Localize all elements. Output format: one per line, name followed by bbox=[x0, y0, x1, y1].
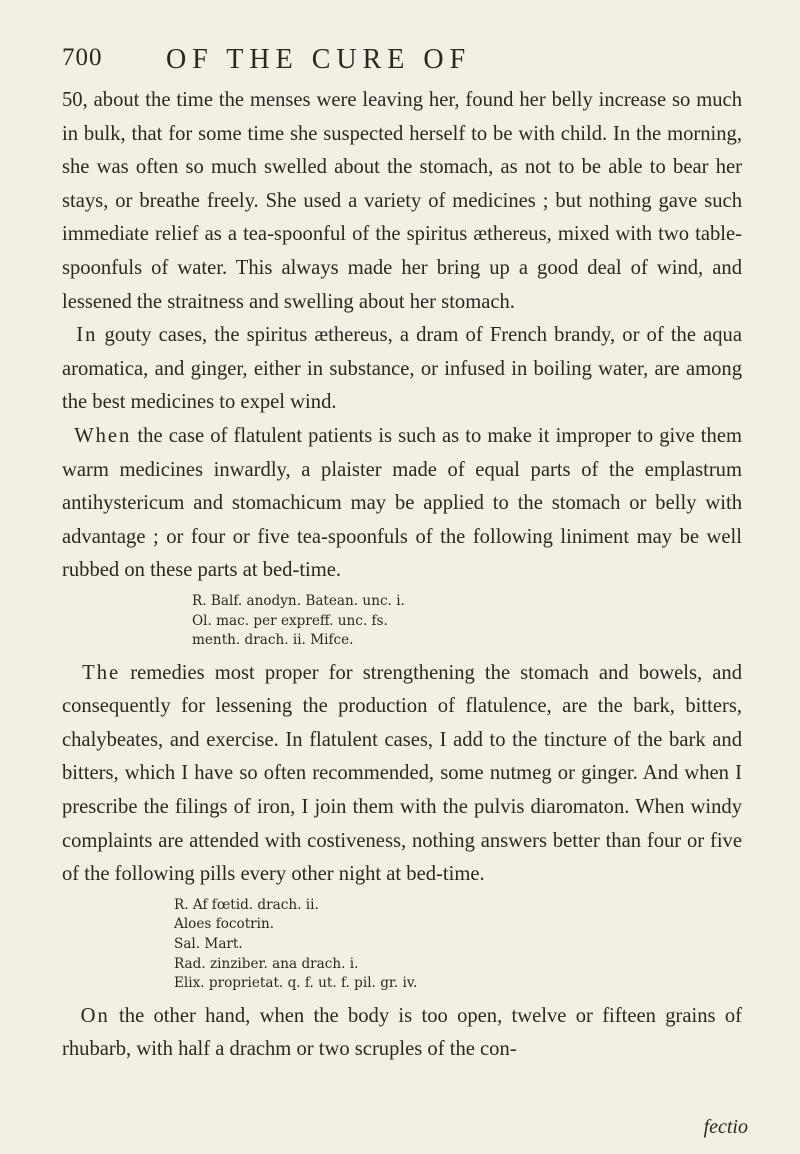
prescription-pills bbox=[174, 896, 742, 994]
recipe-line: Aloes focotrin. bbox=[174, 916, 275, 933]
paragraph-3-lead: When bbox=[74, 424, 132, 447]
paragraph-5-lead: On bbox=[80, 1004, 110, 1027]
paragraph-2-lead: In bbox=[76, 324, 98, 347]
paragraph-3: When the case of flatulent patients is such as to make it improper to give them warm medicines inwardly, a plaister made of equal parts of the emplastrum antihystericum and stomachicum may be applied to the stomach or belly with advantage ; or four or five tea-spoonfuls of the following liniment may be well rubbed on these parts at bed-time. bbox=[62, 424, 742, 582]
prescription-liniment bbox=[192, 592, 742, 651]
recipe-line: R. Af fœtid. drach. ii. bbox=[174, 896, 319, 913]
recipe-line: Rad. zinziber. ana drach. i. bbox=[174, 955, 359, 972]
paragraph-4: The remedies most proper for strengthening the stomach and bowels, and consequently for lessening the production of flatulence, are the bark, bitters, chalybeates, and exercise. In flatulent cases, I add to the tincture of the bark and bitters, which I have so often recommended, some nutmeg or ginger. And when I prescribe the filings of iron, I join them with the pulvis diaromaton. When windy complaints are attended with costiveness, nothing answers better than four or five of the following pills every other night at bed-time. bbox=[62, 661, 742, 886]
paragraph-1: 50, about the time the menses were leaving her, found her belly increase so much in bulk, that for some time she suspected herself to be with child. In the morning, she was often so much swelled about the stomach, as not to be able to bear her stays, or breathe freely. She used a variety of medicines ; but nothing gave such immediate relief as a tea-spoonful of the spiritus æthereus, mixed with two table-spoonfuls of water. This always made her bring up a good deal of wind, and lessened the straitness and swelling about her stomach. bbox=[62, 89, 742, 313]
recipe-line: Sal. Mart. bbox=[174, 936, 243, 953]
recipe-line: Ol. mac. per expreff. unc. fs. bbox=[192, 612, 388, 629]
recipe-line: menth. drach. ii. Mifce. bbox=[192, 632, 354, 649]
recipe-line: R. Balf. anodyn. Batean. unc. i. bbox=[192, 592, 405, 609]
paragraph-5: On the other hand, when the body is too open, twelve or fifteen grains of rhubarb, with half a drachm or two scruples of the con- bbox=[62, 1004, 742, 1061]
page-number: 700 bbox=[62, 44, 103, 71]
body-text bbox=[62, 84, 742, 1067]
paragraph-4-lead: The bbox=[82, 661, 121, 684]
recipe-line: Elix. proprietat. q. f. ut. f. pil. gr. iv. bbox=[174, 975, 418, 992]
running-title: OF THE CURE OF bbox=[166, 44, 472, 75]
catchword: fectio bbox=[703, 1116, 748, 1138]
paragraph-2: In gouty cases, the spiritus æthereus, a dram of French brandy, or of the aqua aromatica, and ginger, either in substance, or infused in boiling water, are among the best medicines to expel wind. bbox=[62, 324, 742, 414]
page-header bbox=[62, 44, 742, 78]
